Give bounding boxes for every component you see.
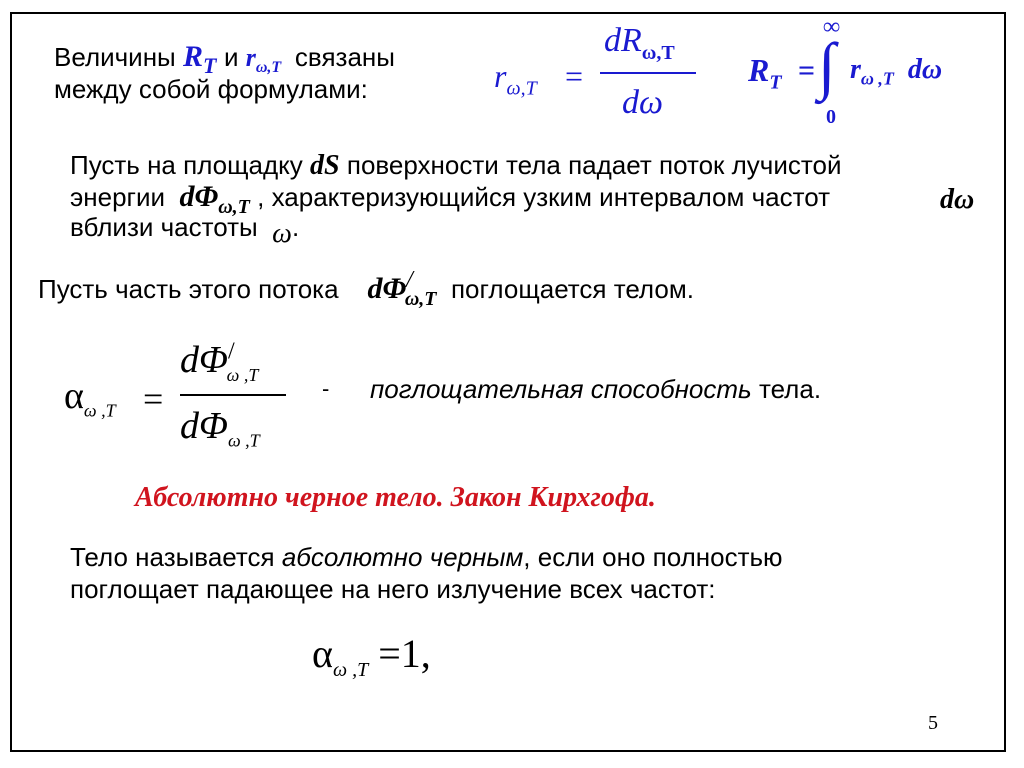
- para1-dw: dω: [940, 184, 975, 215]
- formula-r-fraction-bar: [600, 72, 696, 74]
- alpha-dash: -: [322, 376, 330, 401]
- intro-line-1: Величины $R_T$ и $r_{\omega,T}$ связаны: [54, 40, 395, 78]
- page-number: 5: [928, 712, 938, 734]
- formula-r-equals: =: [565, 58, 584, 94]
- para1-line-2: энергии $d\Phi_{\omega,T}$ , характеризующийся узким интервалом частот: [70, 180, 831, 218]
- alpha-equals: =: [143, 379, 164, 419]
- alpha-lhs: $\alpha_{\omega ,T}$: [64, 375, 116, 421]
- intro-line-2: между собой формулами:: [54, 74, 368, 104]
- formula-r-lhs: $r_{\omega,T}$: [494, 58, 537, 100]
- formula-r-denominator: dω: [622, 84, 664, 121]
- para3-line-2: поглощает падающее на него излучение всех частот:: [70, 574, 716, 604]
- formula-int-lower-limit: 0: [826, 106, 836, 128]
- para1-line-3: вблизи частоты ω.: [70, 212, 300, 249]
- formula-r-numerator: $dR_{\omega,T}$: [604, 22, 675, 64]
- black-body-formula: $\alpha_{\omega ,T} =1$,: [312, 631, 431, 681]
- alpha-denominator: $d\Phi_{\omega ,T}$: [180, 405, 260, 451]
- para3-line-1: Тело называется абсолютно черным, если оно полностью: [70, 542, 783, 572]
- formula-int-upper-limit: ∞: [823, 14, 841, 40]
- integral-sign: ∫: [818, 30, 836, 101]
- formula-int-equals: =: [798, 54, 816, 87]
- para2-line: Пусть часть этого потока $d\Phi^/_{\omega,T}$ поглощается телом.: [38, 267, 694, 310]
- para1-line-1: Пусть на площадку dS поверхности тела падает поток лучистой: [70, 150, 842, 181]
- formula-int-lhs: $R_T$: [748, 52, 782, 94]
- alpha-description: поглощательная способность тела.: [370, 374, 822, 404]
- formula-int-integrand: $r_{\omega ,T}$ dω: [850, 54, 943, 89]
- section-heading: Абсолютно черное тело. Закон Кирхгофа.: [135, 482, 656, 513]
- alpha-numerator: $d\Phi^/_{\omega ,T}$: [180, 338, 259, 385]
- alpha-fraction-bar: [180, 394, 286, 396]
